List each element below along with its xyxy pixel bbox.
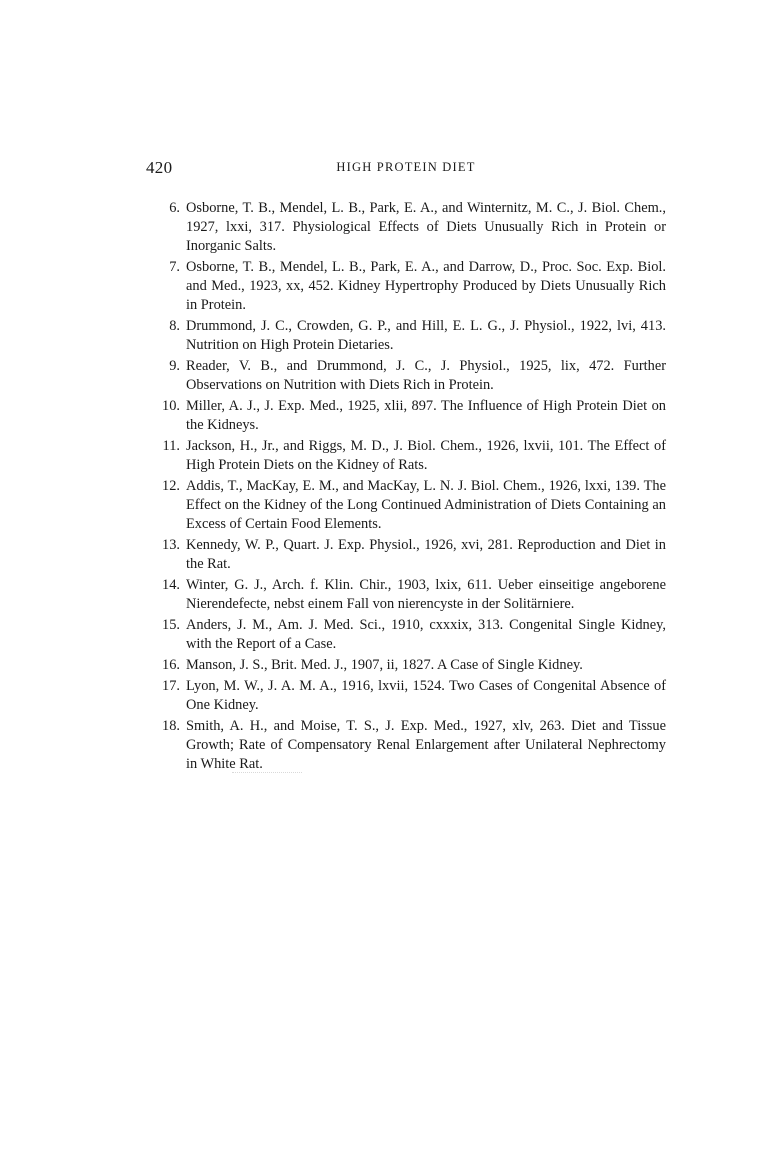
reference-text: Osborne, T. B., Mendel, L. B., Park, E. A., and Winternitz, M. C., J. Biol. Chem., 1927, lxxi, 317. Physiological Effects of Diets Unusually Rich in Protein or Inorganic Salts. (186, 200, 666, 254)
reference-number: 16. (162, 657, 180, 673)
reference-text: Anders, J. M., Am. J. Med. Sci., 1910, cxxxix, 313. Congenital Single Kidney, with the Report of a Case. (186, 617, 666, 652)
reference-item (146, 199, 666, 256)
reference-item (146, 616, 666, 654)
reference-text: Osborne, T. B., Mendel, L. B., Park, E. A., and Darrow, D., Proc. Soc. Exp. Biol. and Med., 1923, xx, 452. Kidney Hypertrophy Produced by Diets Unusually Rich in Protein. (186, 259, 666, 313)
reference-number: 13. (162, 537, 180, 553)
reference-number: 18. (162, 718, 180, 734)
reference-text: Drummond, J. C., Crowden, G. P., and Hill, E. L. G., J. Physiol., 1922, lvi, 413. Nutrition on High Protein Dietaries. (186, 318, 666, 353)
reference-item (146, 397, 666, 435)
reference-item (146, 576, 666, 614)
reference-number: 12. (162, 478, 180, 494)
reference-text: Smith, A. H., and Moise, T. S., J. Exp. Med., 1927, xlv, 263. Diet and Tissue Growth; Rate of Compensatory Renal Enlargement after Unilateral Nephrectomy in White Rat. (186, 718, 666, 772)
reference-text: Lyon, M. W., J. A. M. A., 1916, lxvii, 1524. Two Cases of Congenital Absence of One Kidney. (186, 678, 666, 713)
page-header (146, 158, 666, 180)
reference-text: Manson, J. S., Brit. Med. J., 1907, ii, 1827. A Case of Single Kidney. (186, 657, 583, 673)
reference-item (146, 717, 666, 774)
reference-item (146, 317, 666, 355)
reference-number: 14. (162, 577, 180, 593)
reference-text: Jackson, H., Jr., and Riggs, M. D., J. Biol. Chem., 1926, lxvii, 101. The Effect of High Protein Diets on the Kidney of Rats. (186, 438, 666, 473)
reference-item (146, 357, 666, 395)
reference-item (146, 656, 666, 675)
reference-number: 8. (169, 318, 180, 334)
reference-text: Kennedy, W. P., Quart. J. Exp. Physiol., 1926, xvi, 281. Reproduction and Diet in the Rat. (186, 537, 666, 572)
reference-item (146, 437, 666, 475)
reference-number: 9. (169, 358, 180, 374)
reference-item (146, 677, 666, 715)
reference-text: Reader, V. B., and Drummond, J. C., J. Physiol., 1925, lix, 472. Further Observations on Nutrition with Diets Rich in Protein. (186, 358, 666, 393)
reference-text: Addis, T., MacKay, E. M., and MacKay, L. N. J. Biol. Chem., 1926, lxxi, 139. The Effect on the Kidney of the Long Continued Administration of Diets Containing an Excess of Certain Food Elements. (186, 478, 666, 532)
reference-text: Winter, G. J., Arch. f. Klin. Chir., 1903, lxix, 611. Ueber einseitige angeborene Nierendefecte, nebst einem Fall von nierencyste in der Solitärniere. (186, 577, 666, 612)
reference-number: 7. (169, 259, 180, 275)
reference-text: Miller, A. J., J. Exp. Med., 1925, xlii, 897. The Influence of High Protein Diet on the Kidneys. (186, 398, 666, 433)
scan-speck (232, 772, 302, 775)
page-number: 420 (146, 158, 173, 177)
reference-item (146, 258, 666, 315)
reference-item (146, 536, 666, 574)
reference-list (146, 199, 666, 776)
reference-item (146, 477, 666, 534)
running-head: HIGH PROTEIN DIET (336, 160, 476, 174)
reference-number: 17. (162, 678, 180, 694)
reference-number: 6. (169, 200, 180, 216)
reference-number: 11. (162, 438, 180, 454)
reference-number: 10. (162, 398, 180, 414)
reference-number: 15. (162, 617, 180, 633)
